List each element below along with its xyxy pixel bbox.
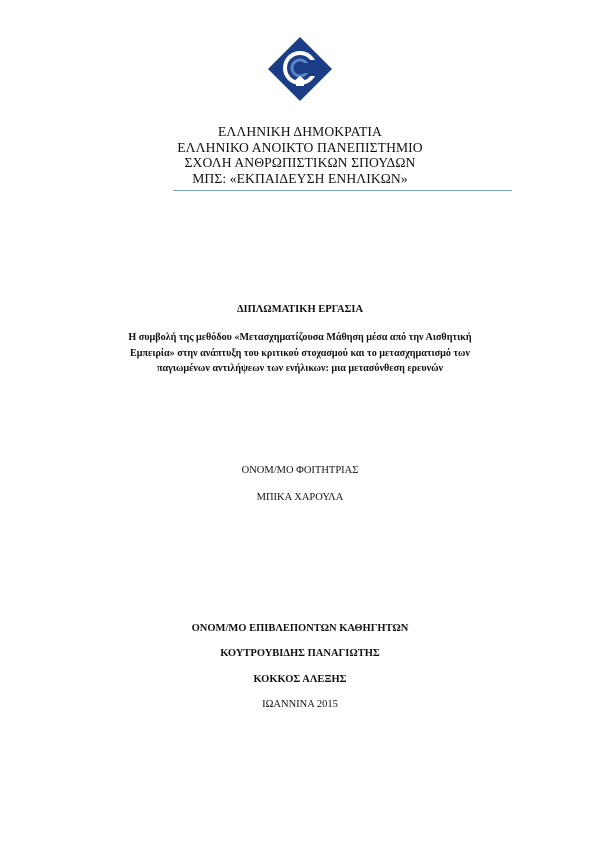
university-logo-icon xyxy=(267,36,333,102)
header-line-program: ΜΠΣ: «ΕΚΠΑΙΔΕΥΣΗ ΕΝΗΛΙΚΩΝ» xyxy=(192,170,408,186)
thesis-title-line: παγιωμένων αντιλήψεων των ενήλικων: μια μετασύνθεση ερευνών xyxy=(157,363,443,374)
supervisor-name: ΚΟΥΤΡΟΥΒΙΔΗΣ ΠΑΝΑΓΙΩΤΗΣ xyxy=(220,648,380,659)
header-divider xyxy=(173,190,512,191)
thesis-title-line: Εμπειρία» στην ανάπτυξη του κριτικού στοχασμού και το μετασχηματισμό των xyxy=(130,347,470,359)
header-line-school: ΣΧΟΛΗ ΑΝΘΡΩΠΙΣΤΙΚΩΝ ΣΠΟΥΔΩΝ xyxy=(184,155,416,170)
place-date: ΙΩΑΝΝΙΝΑ 2015 xyxy=(262,699,338,710)
supervisor-name: ΚΟΚΚΟΣ ΑΛΕΞΗΣ xyxy=(253,674,347,685)
thesis-type-label: ΔΙΠΛΩΜΑΤΙΚΗ ΕΡΓΑΣΙΑ xyxy=(236,304,364,315)
header-line-republic: ΕΛΛΗΝΙΚΗ ΔΗΜΟΚΡΑΤΙΑ xyxy=(218,124,382,139)
student-name: ΜΠΙΚΑ ΧΑΡΟΥΛΑ xyxy=(256,492,344,503)
institution-header xyxy=(0,124,600,186)
supervisors-label: ΟΝΟΜ/ΜΟ ΕΠΙΒΛΕΠΟΝΤΩΝ ΚΑΘΗΓΗΤΩΝ xyxy=(191,623,409,634)
thesis-title xyxy=(95,330,505,377)
thesis-title-line: Η συμβολή της μεθόδου «Μετασχηματίζουσα Μάθηση μέσα από την Αισθητική xyxy=(128,332,472,343)
header-line-university: ΕΛΛΗΝΙΚΟ ΑΝΟΙΚΤΟ ΠΑΝΕΠΙΣΤΗΜΙΟ xyxy=(177,139,423,155)
student-label: ΟΝΟΜ/ΜΟ ΦΟΙΤΗΤΡΙΑΣ xyxy=(241,465,359,476)
